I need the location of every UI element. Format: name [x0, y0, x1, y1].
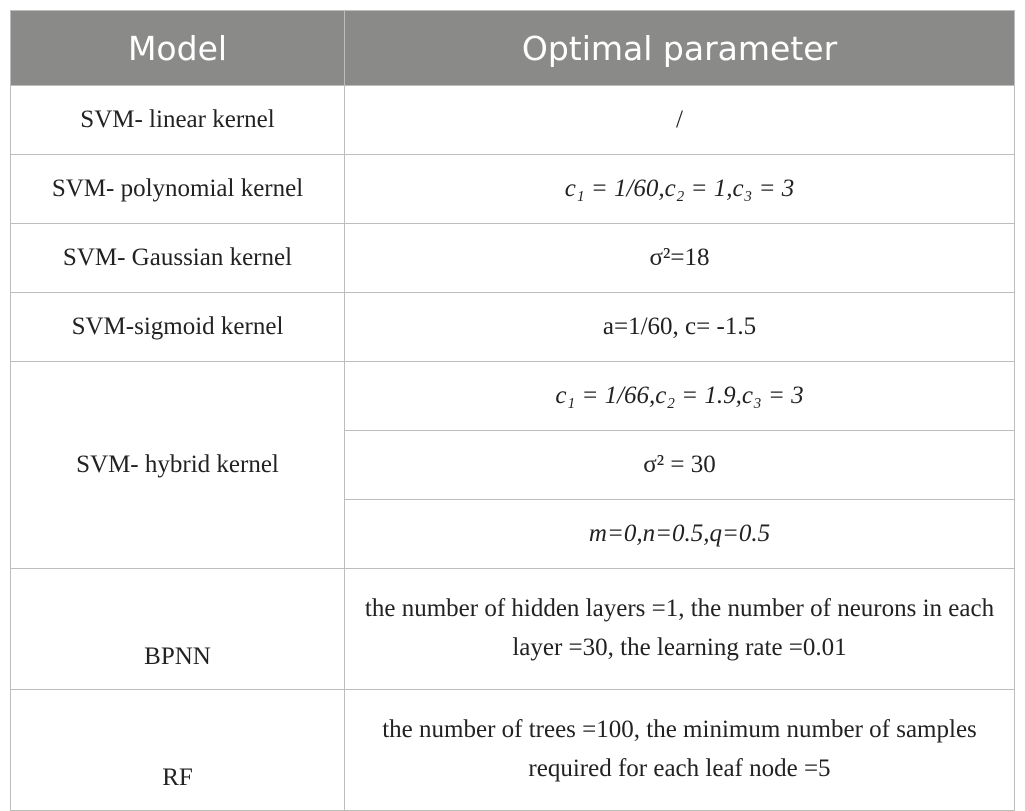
table-row	[11, 293, 1015, 362]
model-cell: SVM-sigmoid kernel	[11, 293, 345, 362]
parameter-cell: c₁ = 1/60,c₂ = 1,c₃ = 3	[345, 155, 1015, 224]
model-cell: SVM- Gaussian kernel	[11, 224, 345, 293]
parameter-cell: σ² = 30	[345, 431, 1015, 500]
model-cell: SVM- polynomial kernel	[11, 155, 345, 224]
table-row	[11, 569, 1015, 690]
parameter-cell: the number of trees =100, the minimum number of samples required for each leaf node =5	[345, 690, 1015, 811]
parameter-cell: the number of hidden layers =1, the number of neurons in each layer =30, the learning rate =0.01	[345, 569, 1015, 690]
model-column-header: Model	[11, 11, 345, 86]
table-row	[11, 362, 1015, 431]
parameter-cell: a=1/60, c= -1.5	[345, 293, 1015, 362]
parameter-table	[10, 10, 1015, 811]
model-cell: SVM- hybrid kernel	[11, 362, 345, 569]
parameter-cell: σ²=18	[345, 224, 1015, 293]
table-row	[11, 155, 1015, 224]
parameter-column-header: Optimal parameter	[345, 11, 1015, 86]
model-cell: SVM- linear kernel	[11, 86, 345, 155]
model-cell: RF	[11, 690, 345, 811]
parameter-cell: m=0,n=0.5,q=0.5	[345, 500, 1015, 569]
header-row	[11, 11, 1015, 86]
table-row	[11, 690, 1015, 811]
table-row	[11, 86, 1015, 155]
parameter-cell: c₁ = 1/66,c₂ = 1.9,c₃ = 3	[345, 362, 1015, 431]
table-row	[11, 224, 1015, 293]
parameter-cell: /	[345, 86, 1015, 155]
model-cell: BPNN	[11, 569, 345, 690]
